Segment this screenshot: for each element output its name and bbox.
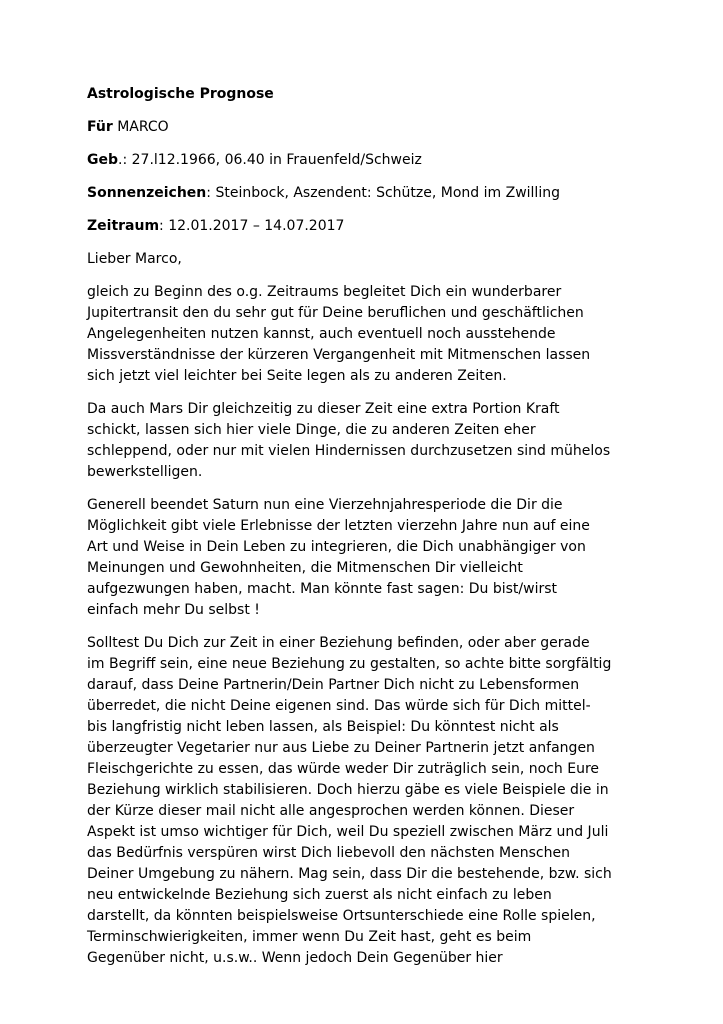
recipient-label: Für [87,119,113,135]
paragraph-relationship: Solltest Du Dich zur Zeit in einer Beziehung befinden, oder aber gerade im Begriff sein, eine neue Beziehung zu gestalten, so achte bitte sorgfältig darauf, dass Deine Partnerin/Dein Partner Dich nicht zu Lebensformen überredet, die nicht Deine eigenen sind. Das würde sich für Dich mittel- bis langfristig nicht leben lassen, als Beispiel: Du könntest nicht als überzeugter Vegetarier nur aus Liebe zu Deiner Partnerin jetzt anfangen Fleischgerichte zu essen, das würde weder Dir zuträglich sein, noch Eure Beziehung wirklich stabilisieren. Doch hierzu gäbe es viele Beispiele die in der Kürze dieser mail nicht alle angesprochen werden können. Dieser Aspekt ist umso wichtiger für Dich, weil Du speziell zwischen März und Juli das Bedürfnis verspüren wirst Dich liebevoll den nächsten Menschen Deiner Umgebung zu nähern. Mag sein, dass Dir die bestehende, bzw. sich neu entwickelnde Beziehung sich zuerst als nicht einfach zu leben darstellt, da könnten beispielsweise Ortsunterschiede eine Rolle spielen, Terminschwierigkeiten, immer wenn Du Zeit hast, geht es beim Gegenüber nicht, u.s.w.. Wenn jedoch Dein Gegenüber hier [87,635,612,966]
document-page [87,84,647,981]
sun-sign-line [87,183,647,204]
birth-value: .: 27.l12.1966, 06.40 in Frauenfeld/Schweiz [118,152,422,168]
period-label: Zeitraum [87,218,160,234]
salutation: Lieber Marco, [87,251,182,267]
recipient-line [87,117,647,138]
recipient-value: MARCO [112,119,169,135]
birth-label: Geb [87,152,119,168]
sun-sign-label: Sonnenzeichen [87,185,207,201]
paragraph-mars: Da auch Mars Dir gleichzeitig zu dieser Zeit eine extra Portion Kraft schickt, lassen sich hier viele Dinge, die zu anderen Zeiten eher schleppend, oder nur mit vielen Hindernissen durchzusetzen sind mühelos bewerkstelligen. [87,401,611,480]
period-line [87,216,647,237]
period-value: : 12.01.2017 – 14.07.2017 [159,218,345,234]
sun-sign-value: : Steinbock, Aszendent: Schütze, Mond im Zwilling [206,185,560,201]
birth-line [87,150,647,171]
paragraph-jupiter: gleich zu Beginn des o.g. Zeitraums begleitet Dich ein wunderbarer Jupitertransit den du sehr gut für Deine beruflichen und geschäftlichen Angelegenheiten nutzen kannst, auch eventuell noch ausstehende Missverständnisse der kürzeren Vergangenheit mit Mitmenschen lassen sich jetzt viel leichter bei Seite legen als zu anderen Zeiten. [87,284,591,384]
document-title: Astrologische Prognose [87,86,274,102]
paragraph-saturn: Generell beendet Saturn nun eine Vierzehnjahresperiode die Dir die Möglichkeit gibt viele Erlebnisse der letzten vierzehn Jahre nun auf eine Art und Weise in Dein Leben zu integrieren, die Dich unabhängiger von Meinungen und Gewohnheiten, die Mitmenschen Dir vielleicht aufgezwungen haben, macht. Man könnte fast sagen: Du bist/wirst einfach mehr Du selbst ! [87,497,590,618]
